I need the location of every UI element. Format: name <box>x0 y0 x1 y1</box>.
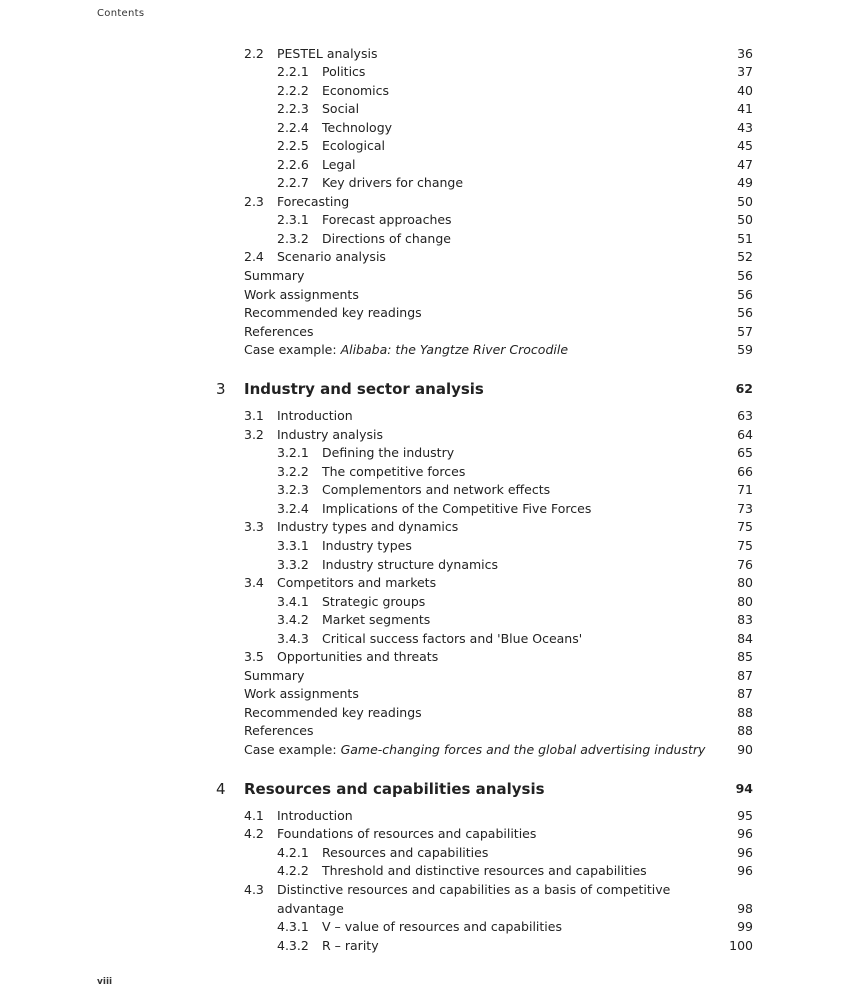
toc-entry-title <box>322 630 582 648</box>
toc-entry-page: 84 <box>737 631 753 646</box>
toc-entry-title-text: Industry types and dynamics <box>277 519 459 534</box>
toc-entry-title-text: Work assignments <box>244 287 359 302</box>
toc-entry-title-text: Resources and capabilities analysis <box>244 780 545 798</box>
toc-entry-title-text: Threshold and distinctive resources and capabilities <box>322 863 647 878</box>
toc-entry-row[interactable] <box>0 304 850 322</box>
toc-entry-title-text: Directions of change <box>322 231 451 246</box>
toc-entry-title-text: Resources and capabilities <box>322 845 489 860</box>
toc-entry-title <box>277 193 349 211</box>
toc-entry-number: 2.2.2 <box>277 83 309 98</box>
toc-entry-row[interactable] <box>0 611 850 629</box>
toc-entry-title-text: Summary <box>244 668 305 683</box>
toc-entry-row[interactable] <box>0 230 850 248</box>
toc-entry-title <box>244 722 313 740</box>
toc-entry-number: 2.2.1 <box>277 64 309 79</box>
toc-entry-row[interactable] <box>0 518 850 536</box>
toc-entry-title-text: References <box>244 723 314 738</box>
toc-entry-page: 75 <box>737 519 753 534</box>
toc-entry-row[interactable] <box>0 323 850 341</box>
toc-entry-page: 95 <box>737 808 753 823</box>
toc-entry-page: 96 <box>737 845 753 860</box>
toc-entry-number: 3.4.1 <box>277 594 309 609</box>
toc-entry-number: 2.3.1 <box>277 212 309 227</box>
toc-entry-number: 3.2.4 <box>277 501 309 516</box>
toc-entry-page: 87 <box>737 668 753 683</box>
toc-entry-page: 80 <box>737 594 753 609</box>
toc-entry-title-text: The competitive forces <box>322 464 466 479</box>
toc-entry-row[interactable] <box>0 825 850 843</box>
toc-entry-title-text: Foundations of resources and capabilities <box>277 826 537 841</box>
toc-entry-title-text: Forecast approaches <box>322 212 452 227</box>
toc-entry-title-text: Summary <box>244 268 305 283</box>
toc-entry-title <box>277 45 377 63</box>
toc-entry-title <box>277 426 383 444</box>
toc-entry-page: 65 <box>737 445 753 460</box>
toc-entry-title <box>244 286 359 304</box>
toc-entry-title <box>277 518 458 536</box>
toc-entry-number: 3.3 <box>244 519 264 534</box>
toc-entry-title-text: Forecasting <box>277 194 350 209</box>
toc-entry-title <box>322 937 379 955</box>
toc-entry-number: 2.2 <box>244 46 264 61</box>
toc-entry-title <box>322 444 454 462</box>
toc-entry-page: 100 <box>729 938 753 953</box>
toc-entry-title <box>322 844 488 862</box>
toc-entry-case-title: Game-changing forces and the global advertising industry <box>340 742 706 757</box>
toc-entry-number: 3 <box>216 380 226 398</box>
toc-entry-title <box>244 267 304 285</box>
toc-entry-row[interactable] <box>0 556 850 574</box>
toc-entry-title-text: References <box>244 324 314 339</box>
toc-entry-title <box>277 648 438 666</box>
toc-entry-page: 40 <box>737 83 753 98</box>
toc-entry-page: 50 <box>737 212 753 227</box>
toc-entry-number: 3.1 <box>244 408 264 423</box>
toc-entry-page: 98 <box>737 901 753 916</box>
toc-entry-row[interactable] <box>0 119 850 137</box>
toc-entry-title <box>277 825 536 843</box>
toc-entry-number: 3.4.2 <box>277 612 309 627</box>
toc-entry-number: 4.3.2 <box>277 938 309 953</box>
toc-entry-number: 2.3 <box>244 194 264 209</box>
toc-entry-title <box>244 378 484 400</box>
toc-entry-number: 3.4.3 <box>277 631 309 646</box>
toc-entry-page: 73 <box>737 501 753 516</box>
toc-entry-number: 2.3.2 <box>277 231 309 246</box>
toc-entry-row[interactable] <box>0 648 850 666</box>
toc-entry-title <box>277 248 386 266</box>
toc-entry-title-text: Competitors and markets <box>277 575 437 590</box>
toc-entry-row[interactable] <box>0 481 850 499</box>
toc-entry-row[interactable] <box>0 137 850 155</box>
toc-entry-page: 49 <box>737 175 753 190</box>
toc-entry-page: 66 <box>737 464 753 479</box>
toc-entry-number: 4.2 <box>244 826 264 841</box>
toc-entry-title-text: advantage <box>277 901 344 916</box>
toc-entry-row[interactable] <box>0 574 850 592</box>
toc-entry-title <box>277 574 436 592</box>
toc-entry-title-text: Ecological <box>322 138 385 153</box>
toc-entry-title-text: Scenario analysis <box>277 249 386 264</box>
toc-entry-title <box>322 211 452 229</box>
toc-entry-title-text: Market segments <box>322 612 431 627</box>
running-head: Contents <box>97 8 145 19</box>
toc-entry-title <box>322 611 430 629</box>
toc-entry-page: 59 <box>737 342 753 357</box>
toc-entry-title-text: Introduction <box>277 808 353 823</box>
toc-entry-row[interactable] <box>0 667 850 685</box>
toc-entry-row[interactable] <box>0 900 850 918</box>
toc-entry-title <box>322 100 359 118</box>
toc-entry-row[interactable] <box>0 704 850 722</box>
toc-entry-row[interactable] <box>0 463 850 481</box>
toc-entry-number: 3.3.1 <box>277 538 309 553</box>
toc-entry-title-text: Industry analysis <box>277 427 383 442</box>
toc-entry-title <box>322 500 591 518</box>
toc-entry-title <box>277 881 670 899</box>
toc-entry-number: 3.2.1 <box>277 445 309 460</box>
toc-entry-row[interactable] <box>0 193 850 211</box>
toc-entry-title-text: R – rarity <box>322 938 379 953</box>
toc-entry-title-text: Work assignments <box>244 686 359 701</box>
toc-entry-row[interactable] <box>0 844 850 862</box>
toc-entry-title-text: Complementors and network effects <box>322 482 551 497</box>
toc-entry-title-text: Defining the industry <box>322 445 455 460</box>
toc-entry-number: 3.2.3 <box>277 482 309 497</box>
toc-entry-row[interactable] <box>0 862 850 880</box>
toc-entry-row[interactable] <box>0 593 850 611</box>
toc-entry-row[interactable] <box>0 45 850 63</box>
toc-entry-page: 80 <box>737 575 753 590</box>
toc-entry-row[interactable] <box>0 537 850 555</box>
toc-entry-page: 96 <box>737 863 753 878</box>
toc-entry-page: 50 <box>737 194 753 209</box>
toc-entry-number: 4.1 <box>244 808 264 823</box>
toc-entry-row[interactable] <box>0 156 850 174</box>
toc-entry-title-text: V – value of resources and capabilities <box>322 919 562 934</box>
toc-entry-title-text: Critical success factors and 'Blue Oceans' <box>322 631 583 646</box>
toc-entry-title <box>322 862 647 880</box>
toc-entry-title-text: Implications of the Competitive Five Forces <box>322 501 592 516</box>
toc-chapter-row[interactable] <box>0 778 850 800</box>
toc-entry-row[interactable] <box>0 937 850 955</box>
toc-entry-page: 36 <box>737 46 753 61</box>
toc-entry-title <box>322 463 465 481</box>
toc-entry-title <box>244 323 313 341</box>
toc-entry-page: 43 <box>737 120 753 135</box>
toc-entry-title <box>244 778 545 800</box>
toc-entry-title-text: Legal <box>322 157 356 172</box>
toc-entry-row[interactable] <box>0 630 850 648</box>
toc-entry-page: 88 <box>737 723 753 738</box>
toc-entry-number: 4 <box>216 780 226 798</box>
toc-entry-row[interactable] <box>0 341 850 359</box>
toc-entry-page: 57 <box>737 324 753 339</box>
toc-entry-page: 52 <box>737 249 753 264</box>
toc-entry-row[interactable] <box>0 248 850 266</box>
toc-entry-row[interactable] <box>0 918 850 936</box>
toc-entry-row[interactable] <box>0 407 850 425</box>
toc-entry-row[interactable] <box>0 100 850 118</box>
toc-entry-page: 90 <box>737 742 753 757</box>
toc-entry-title <box>244 667 304 685</box>
toc-entry-number: 2.2.6 <box>277 157 309 172</box>
toc-entry-title <box>322 82 389 100</box>
toc-entry-title <box>277 807 353 825</box>
toc-entry-page: 99 <box>737 919 753 934</box>
toc-entry-page: 75 <box>737 538 753 553</box>
toc-entry-title-text: Strategic groups <box>322 594 426 609</box>
toc-entry-title-text: Distinctive resources and capabilities as a basis of competitive <box>277 882 671 897</box>
toc-entry-row[interactable] <box>0 211 850 229</box>
toc-entry-title-text: Recommended key readings <box>244 305 422 320</box>
toc-entry-title-text: Industry structure dynamics <box>322 557 499 572</box>
toc-entry-title <box>277 900 344 918</box>
toc-entry-page: 63 <box>737 408 753 423</box>
toc-entry-number: 4.3.1 <box>277 919 309 934</box>
toc-entry-number: 4.2.1 <box>277 845 309 860</box>
toc-entry-title <box>244 685 359 703</box>
toc-entry-title <box>244 704 422 722</box>
toc-entry-title <box>322 63 365 81</box>
toc-entry-page: 37 <box>737 64 753 79</box>
toc-entry-case-title: Alibaba: the Yangtze River Crocodile <box>340 342 569 357</box>
toc-entry-title <box>322 137 385 155</box>
toc-entry-number: 3.4 <box>244 575 264 590</box>
toc-entry-number: 4.2.2 <box>277 863 309 878</box>
toc-entry-page: 56 <box>737 287 753 302</box>
toc-entry-title <box>244 341 568 359</box>
toc-entry-row[interactable] <box>0 174 850 192</box>
toc-entry-page: 71 <box>737 482 753 497</box>
toc-entry-number: 3.2.2 <box>277 464 309 479</box>
toc-entry-row[interactable] <box>0 82 850 100</box>
toc-entry-title-text: Industry and sector analysis <box>244 380 484 398</box>
toc-entry-number: 2.2.4 <box>277 120 309 135</box>
toc-entry-page: 88 <box>737 705 753 720</box>
toc-entry-title <box>322 119 392 137</box>
toc-entry-row[interactable] <box>0 741 850 759</box>
toc-entry-title <box>322 174 463 192</box>
toc-entry-row[interactable] <box>0 267 850 285</box>
toc-entry-title <box>322 481 550 499</box>
toc-entry-title <box>244 304 422 322</box>
toc-entry-row[interactable] <box>0 722 850 740</box>
toc-entry-number: 2.4 <box>244 249 264 264</box>
toc-entry-title-text: Recommended key readings <box>244 705 422 720</box>
toc-entry-title <box>244 741 705 759</box>
toc-entry-page: 47 <box>737 157 753 172</box>
toc-entry-page: 87 <box>737 686 753 701</box>
toc-entry-title-text: Introduction <box>277 408 353 423</box>
toc-entry-row[interactable] <box>0 444 850 462</box>
toc-entry-row[interactable] <box>0 685 850 703</box>
toc-entry-page: 85 <box>737 649 753 664</box>
toc-entry-number: 2.2.5 <box>277 138 309 153</box>
toc-entry-page: 83 <box>737 612 753 627</box>
toc-entry-number: 2.2.3 <box>277 101 309 116</box>
toc-entry-number: 2.2.7 <box>277 175 309 190</box>
toc-entry-title-text: PESTEL analysis <box>277 46 378 61</box>
toc-entry-title <box>277 407 353 425</box>
toc-entry-title-text: Economics <box>322 83 390 98</box>
toc-entry-row[interactable] <box>0 426 850 444</box>
toc-entry-title-text: Social <box>322 101 360 116</box>
toc-entry-title <box>322 156 356 174</box>
toc-entry-title-text: Opportunities and threats <box>277 649 439 664</box>
toc-entry-row[interactable] <box>0 881 850 899</box>
toc-entry-title-text: Politics <box>322 64 366 79</box>
toc-entry-number: 4.3 <box>244 882 264 897</box>
toc-entry-page: 62 <box>735 381 753 396</box>
toc-entry-title-text: Industry types <box>322 538 412 553</box>
toc-entry-page: 41 <box>737 101 753 116</box>
toc-entry-row[interactable] <box>0 286 850 304</box>
toc-entry-number: 3.5 <box>244 649 264 664</box>
toc-entry-number: 3.3.2 <box>277 557 309 572</box>
toc-entry-title-text: Case example: <box>244 742 337 757</box>
toc-entry-title <box>322 918 562 936</box>
toc-entry-page: 76 <box>737 557 753 572</box>
toc-entry-page: 64 <box>737 427 753 442</box>
toc-entry-row[interactable] <box>0 500 850 518</box>
toc-entry-page: 94 <box>735 781 753 796</box>
toc-entry-row[interactable] <box>0 63 850 81</box>
toc-entry-row[interactable] <box>0 807 850 825</box>
page-number: viii <box>97 977 113 987</box>
toc-entry-title-text: Key drivers for change <box>322 175 464 190</box>
toc-entry-title-text: Case example: <box>244 342 337 357</box>
toc-entry-page: 56 <box>737 305 753 320</box>
toc-entry-page: 56 <box>737 268 753 283</box>
toc-entry-number: 3.2 <box>244 427 264 442</box>
toc-entry-title-text: Technology <box>322 120 393 135</box>
toc-entry-title <box>322 537 412 555</box>
toc-entry-title <box>322 593 425 611</box>
toc-entry-title <box>322 556 498 574</box>
toc-entry-page: 51 <box>737 231 753 246</box>
toc-entry-title <box>322 230 451 248</box>
toc-chapter-row[interactable] <box>0 378 850 400</box>
toc-entry-page: 45 <box>737 138 753 153</box>
toc-entry-page: 96 <box>737 826 753 841</box>
